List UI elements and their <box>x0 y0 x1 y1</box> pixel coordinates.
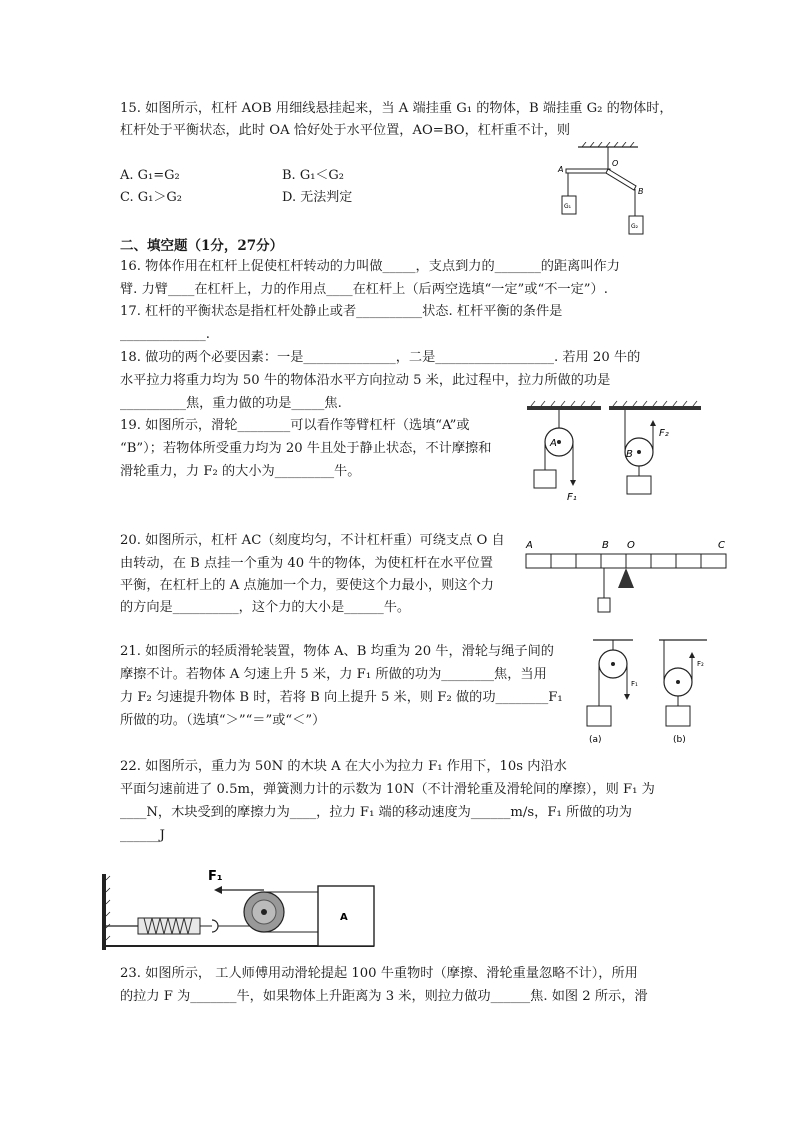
q15-option-c: C. G₁＞G₂ <box>120 190 182 205</box>
q19-line-3: 滑轮重力，力 F₂ 的大小为_________牛。 <box>120 464 361 479</box>
q16-line-2: 臂. 力臂____在杠杆上，力的作用点____在杠杆上（后两空选填“一定”或“不一定”）. <box>120 282 608 297</box>
q16-line-1: 16. 物体作用在杠杆上促使杠杆转动的力叫做_____，支点到力的_______的距离叫作力 <box>120 259 620 274</box>
q20-lever-figure <box>522 532 730 622</box>
q22-line-4: ______J <box>120 828 165 843</box>
section-2-title: 二、填空题（1分，27分） <box>120 238 284 254</box>
q20-fig-label-b: B <box>602 540 609 551</box>
q15-fig-weight-g2: G₂ <box>631 223 639 230</box>
q18-line-2: 水平拉力将重力均为 50 牛的物体沿水平方向拉动 5 米，此过程中，拉力所做的功是 <box>120 373 611 388</box>
q19-pulley-figure <box>525 400 705 505</box>
q19-fig-label-f1: F₁ <box>567 492 577 503</box>
q15-line-2: 杠杆处于平衡状态，此时 OA 恰好处于水平位置，AO=BO，杠杆重不计，则 <box>120 123 571 138</box>
q20-fig-label-c: C <box>718 540 725 551</box>
q21-line-4: 所做的功。（选填“＞”“＝”或“＜”） <box>120 713 326 728</box>
q19-fig-label-f2: F₂ <box>659 428 669 439</box>
q22-line-2: 平面匀速前进了 0.5m，弹簧测力计的示数为 10N（不计滑轮重及滑轮间的摩擦），则 F₁ 为 <box>120 782 655 797</box>
q21-fig-label-f2: F₂ <box>697 660 704 668</box>
q15-line-1: 15. 如图所示，杠杆 AOB 用细线悬挂起来，当 A 端挂重 G₁ 的物体，B 端挂重 G₂ 的物体时， <box>120 101 673 116</box>
q22-fig-label-a: A <box>340 912 348 923</box>
q15-fig-label-o: O <box>612 159 619 168</box>
q15-fig-weight-g1: G₁ <box>564 203 572 210</box>
q15-option-d: D. 无法判定 <box>282 190 353 205</box>
q20-line-1: 20. 如图所示，杠杆 AC（刻度均匀，不计杠杆重）可绕支点 O 自 <box>120 533 505 548</box>
q15-fig-label-a: A <box>558 165 564 174</box>
q23-line-1: 23. 如图所示， 工人师傅用动滑轮提起 100 牛重物时（摩擦、滑轮重量忽略不计），所用 <box>120 966 638 981</box>
q22-spring-pulley-figure <box>100 862 380 952</box>
q21-line-3: 力 F₂ 匀速提升物体 B 时，若将 B 向上提升 5 米，则 F₂ 做的功________F₁ <box>120 690 563 705</box>
q23-line-2: 的拉力 F 为_______牛，如果物体上升距离为 3 米，则拉力做功______焦. 如图 2 所示，滑 <box>120 989 648 1004</box>
q18-line-3: __________焦，重力做的功是_____焦. <box>120 396 342 411</box>
q15-option-b: B. G₁＜G₂ <box>282 168 345 183</box>
q19-fig-label-b: B <box>626 449 633 460</box>
q15-fig-label-b: B <box>638 187 644 196</box>
q20-fig-label-o: O <box>627 540 635 551</box>
q21-line-1: 21. 如图所示的轻质滑轮装置，物体 A、B 均重为 20 牛，滑轮与绳子间的 <box>120 644 554 659</box>
q21-fig-caption-b: (b) <box>673 735 686 745</box>
q19-line-2: “B”）；若物体所受重力均为 20 牛且处于静止状态，不计摩擦和 <box>120 441 492 456</box>
q22-line-1: 22. 如图所示，重力为 50N 的木块 A 在大小为拉力 F₁ 作用下，10s 内沿水 <box>120 759 567 774</box>
q15-option-a: A. G₁=G₂ <box>120 168 180 183</box>
q20-fig-label-a: A <box>526 540 533 551</box>
q22-line-3: ____N，木块受到的摩擦力为____，拉力 F₁ 端的移动速度为______m/s，F₁ 所做的功为 <box>120 805 632 820</box>
q21-pulley-figure <box>583 636 713 746</box>
q17-line-2: _____________. <box>120 327 210 342</box>
q17-line-1: 17. 杠杆的平衡状态是指杠杆处静止或者__________状态. 杠杆平衡的条件是 <box>120 304 563 319</box>
q18-line-1: 18. 做功的两个必要因素：一是______________，二是__________________. 若用 20 牛的 <box>120 350 641 365</box>
q20-line-4: 的方向是__________，这个力的大小是______牛。 <box>120 600 411 615</box>
q20-line-2: 由转动，在 B 点挂一个重为 40 牛的物体，为使杠杆在水平位置 <box>120 556 493 571</box>
q19-line-1: 19. 如图所示，滑轮________可以看作等臂杠杆（选填“A”或 <box>120 418 470 433</box>
q21-fig-caption-a: (a) <box>589 735 602 745</box>
q20-line-3: 平衡，在杠杆上的 A 点施加一个力，要使这个力最小，则这个力 <box>120 578 494 593</box>
q19-fig-label-a: A <box>550 438 557 449</box>
q15-lever-figure <box>556 142 656 242</box>
q22-fig-label-f1: F₁ <box>208 869 223 884</box>
q21-line-2: 摩擦不计。若物体 A 匀速上升 5 米，力 F₁ 所做的功为________焦，当用 <box>120 667 547 682</box>
q21-fig-label-f1: F₁ <box>631 680 638 688</box>
